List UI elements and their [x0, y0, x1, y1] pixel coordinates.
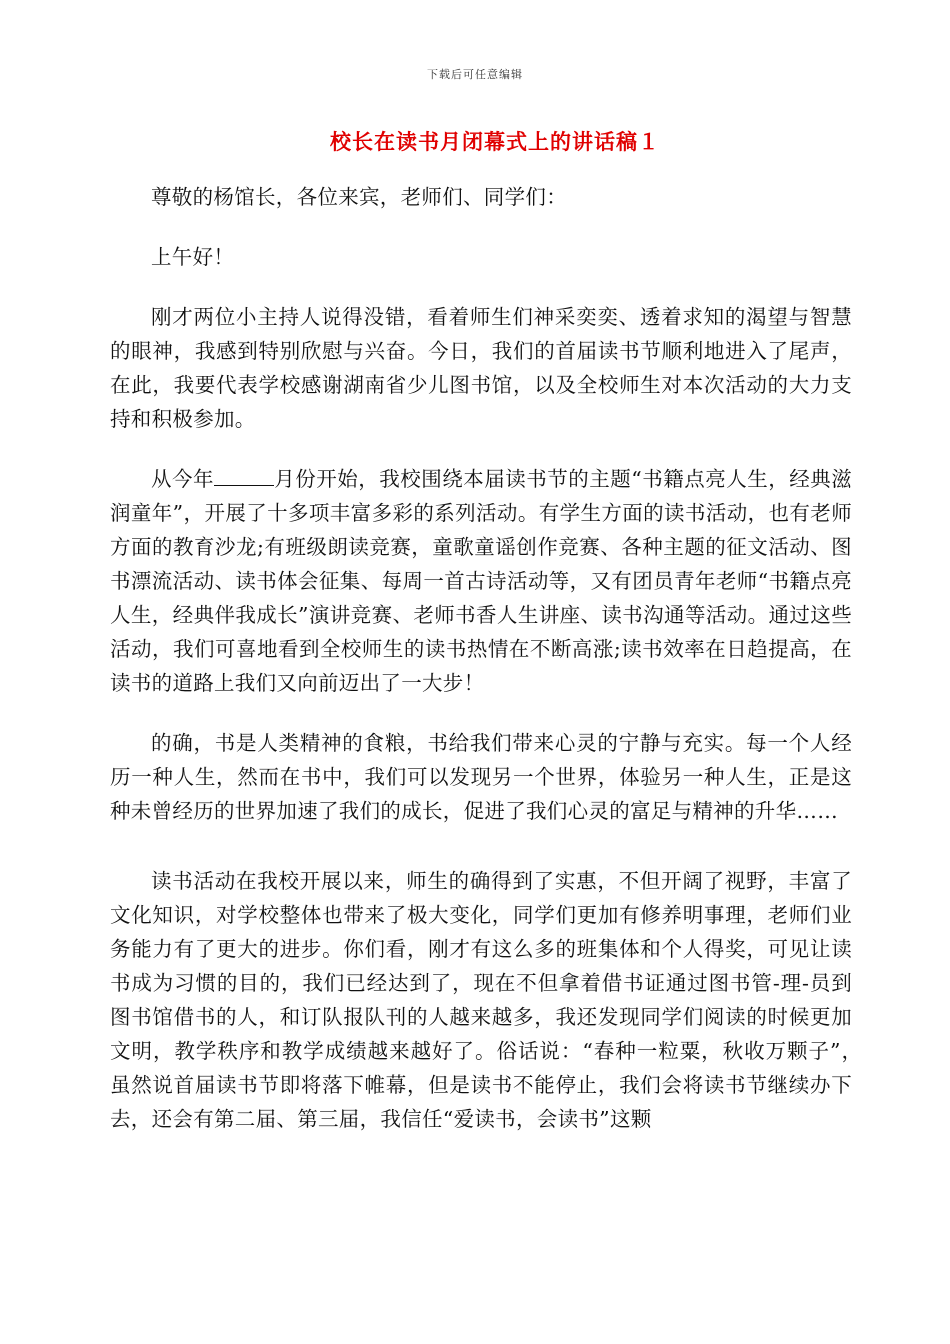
activities-text-rest: 月份开始，我校围绕本届读书节的主题“书籍点亮人生，经典滋润童年”，开展了十多项丰富多彩的系列活动。有学生方面的读书活动，也有老师方面的教育沙龙;有班级朗读竞赛，童歌童谣创作竞赛、各种主题的征文活动、图书漂流活动、读书体会征集、每周一首古诗活动等，又有团员青年老师“书籍点亮人生，经典伴我成长”演讲竞赛、老师书香人生讲座、读书沟通等活动。通过这些活动，我们可喜地看到全校师生的读书热情在不断高涨;读书效率在日趋提高，在读书的道路上我们又向前迈出了一大步！ — [110, 467, 852, 695]
header-note: 下载后可任意编辑 — [427, 68, 523, 81]
document-title: 校长在读书月闭幕式上的讲话稿１ — [330, 129, 660, 154]
benefits-paragraph: 读书活动在我校开展以来，师生的确得到了实惠，不但开阔了视野，丰富了文化知识，对学校整体也带来了极大变化，同学们更加有修养明事理，老师们业务能力有了更大的进步。你们看，刚才有这么多的班集体和个人得奖，可见让读书成为习惯的目的，我们已经达到了，现在不但拿着借书证通过图书管-理-员到图书馆借书的人，和订队报队刊的人越来越多，我还发现同学们阅读的时候更加文明，教学秩序和教学成绩越来越好了。俗话说：“春种一粒粟，秋收万颗子”， 虽然说首届读书节即将落下帷幕，但是读书不能停止，我们会将读书节继续办下去，还会有第二届、第三届，我信任“爱读书，会读书”这颗 — [110, 869, 873, 1131]
reflection-paragraph: 的确，书是人类精神的食粮，书给我们带来心灵的宁静与充实。每一个人经历一种人生，然而在书中，我们可以发现另一个世界，体验另一种人生，正是这种未曾经历的世界加速了我们的成长，促进了我们心灵的富足与精神的升华…… — [110, 731, 852, 823]
opening-paragraph: 刚才两位小主持人说得没错，看着师生们神采奕奕、透着求知的渴望与智慧的眼神，我感到特别欣慰与兴奋。今日，我们的首届读书节顺利地进入了尾声，在此，我要代表学校感谢湖南省少儿图书馆，以及全校师生对本次活动的大力支持和积极参加。 — [110, 305, 852, 431]
greeting-paragraph: 尊敬的杨馆长，各位来宾，老师们、同学们： — [151, 185, 567, 209]
hello-paragraph: 上午好！ — [151, 245, 235, 269]
document-body — [110, 180, 873, 1136]
activities-paragraph — [110, 462, 852, 700]
activities-text-start: 从今年 — [151, 467, 215, 491]
fill-in-blank — [214, 467, 274, 486]
